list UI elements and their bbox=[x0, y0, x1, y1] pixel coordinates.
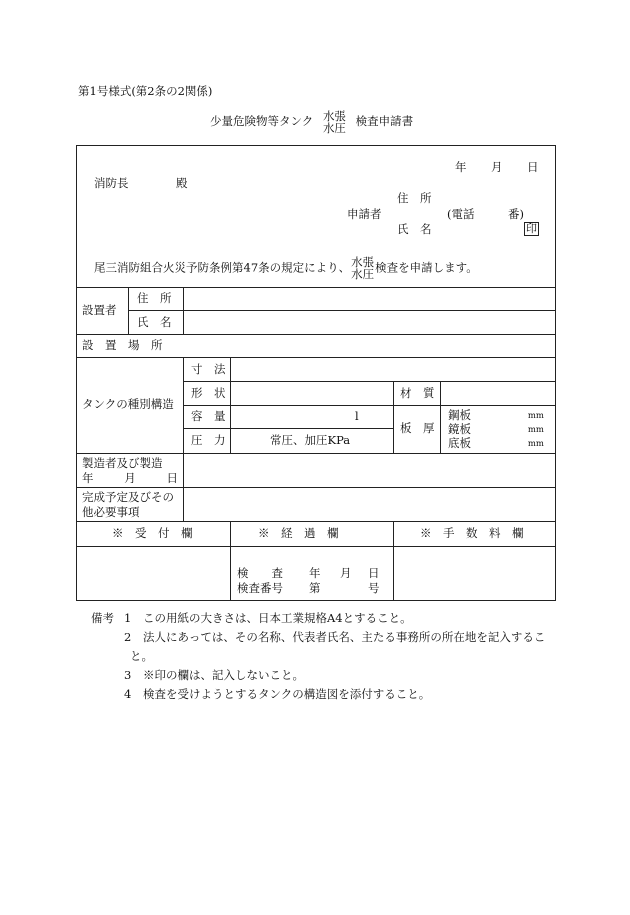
col-line bbox=[393, 381, 394, 453]
note-text-continued: と。 bbox=[130, 649, 153, 663]
row-line bbox=[76, 334, 556, 335]
col-line bbox=[183, 287, 184, 334]
plate-unit: mm bbox=[527, 425, 544, 435]
capacity-unit: l bbox=[355, 409, 359, 423]
date-year: 年 bbox=[455, 160, 467, 174]
seal-mark: 印 bbox=[526, 222, 537, 235]
material-label: 材 質 bbox=[400, 386, 435, 400]
note-number: 2 bbox=[124, 630, 132, 644]
seal-icon bbox=[524, 222, 539, 236]
completion-label-line1: 完成予定及びその bbox=[82, 490, 174, 504]
thickness-label: 板 厚 bbox=[400, 421, 435, 435]
note-number: 3 bbox=[124, 668, 132, 682]
col-line bbox=[230, 357, 231, 453]
maker-day: 日 bbox=[166, 471, 178, 485]
maker-label-line2 bbox=[82, 473, 178, 485]
notes-label: 備考 bbox=[91, 611, 114, 625]
pressure-value: 常圧、加圧KPa bbox=[270, 433, 351, 447]
col-line bbox=[230, 521, 231, 600]
inspection-number-prefix: 第 bbox=[309, 581, 321, 595]
statement-stack-bottom: 水圧 bbox=[351, 266, 375, 281]
title-stack-bottom: 水圧 bbox=[322, 121, 346, 136]
statement-prefix: 尾三消防組合火災予防条例第47条の規定により、 bbox=[94, 260, 351, 275]
statement-test-type bbox=[351, 257, 374, 280]
addressee-honorific: 殿 bbox=[176, 176, 188, 190]
progress-header: ※ 経 過 欄 bbox=[258, 526, 339, 540]
row-line bbox=[128, 310, 556, 311]
capacity-label: 容 量 bbox=[191, 409, 226, 423]
applicant-address-label: 住 所 bbox=[397, 191, 432, 205]
page-title bbox=[210, 110, 413, 134]
dimension-label: 寸 法 bbox=[191, 362, 226, 376]
maker-year: 年 bbox=[82, 471, 94, 485]
plate-unit: mm bbox=[527, 439, 544, 449]
form-number: 第1号様式(第2条の2関係) bbox=[78, 84, 213, 98]
maker-label-line1: 製造者及び製造 bbox=[82, 456, 163, 470]
note-text: ※印の欄は、記入しないこと。 bbox=[143, 668, 304, 682]
note-number: 1 bbox=[124, 611, 132, 625]
row-line bbox=[183, 428, 393, 429]
applicant-name-label: 氏 名 bbox=[397, 222, 432, 236]
inspection-number-line bbox=[237, 583, 379, 595]
plate-row bbox=[448, 409, 550, 422]
col-line bbox=[440, 381, 441, 453]
plate-name: 鋼板 bbox=[448, 408, 471, 422]
shape-label: 形 状 bbox=[191, 386, 226, 400]
row-line bbox=[76, 287, 556, 288]
inspection-day: 日 bbox=[368, 566, 380, 580]
phone-close: 番) bbox=[508, 207, 524, 221]
pressure-label: 圧 力 bbox=[191, 433, 226, 447]
installer-name-label: 氏 名 bbox=[137, 315, 172, 329]
title-suffix: 検査申請書 bbox=[355, 114, 414, 129]
title-stack-top: 水張 bbox=[322, 109, 346, 123]
frame-top bbox=[76, 145, 556, 146]
inspection-year: 年 bbox=[309, 566, 321, 580]
installer-address-label: 住 所 bbox=[137, 291, 172, 305]
tank-structure-label: タンクの種別構造 bbox=[82, 397, 174, 411]
plate-row bbox=[448, 423, 550, 436]
inspection-label: 検 査 bbox=[237, 566, 283, 580]
plate-unit: mm bbox=[527, 411, 544, 421]
frame-right bbox=[555, 145, 556, 601]
date-day: 日 bbox=[527, 160, 539, 174]
location-label: 設 置 場 所 bbox=[82, 338, 163, 352]
maker-month: 月 bbox=[124, 471, 136, 485]
note-number: 4 bbox=[124, 687, 132, 701]
addressee-label: 消防長 bbox=[94, 176, 129, 190]
statement-stack-top: 水張 bbox=[351, 255, 375, 269]
reception-header: ※ 受 付 欄 bbox=[112, 526, 193, 540]
statement-suffix: 検査を申請します。 bbox=[375, 260, 478, 275]
frame-left bbox=[76, 145, 77, 601]
row-line bbox=[393, 405, 556, 406]
row-line bbox=[183, 381, 556, 382]
phone-open: (電話 bbox=[447, 207, 475, 221]
fee-header: ※ 手 数 料 欄 bbox=[420, 526, 524, 540]
installer-label: 設置者 bbox=[82, 303, 117, 317]
row-line bbox=[76, 546, 556, 547]
note-text: 検査を受けようとするタンクの構造図を添付すること。 bbox=[143, 687, 431, 701]
col-line bbox=[183, 357, 184, 521]
title-test-type bbox=[323, 110, 346, 134]
applicant-role-label: 申請者 bbox=[347, 207, 382, 221]
row-line bbox=[76, 487, 556, 488]
plate-name: 底板 bbox=[448, 436, 471, 450]
inspection-number-label: 検査番号 bbox=[237, 581, 283, 595]
date-month: 月 bbox=[491, 160, 503, 174]
col-line bbox=[393, 521, 394, 600]
row-line bbox=[183, 405, 393, 406]
inspection-number-suffix: 号 bbox=[368, 581, 380, 595]
inspection-date-line bbox=[237, 568, 379, 580]
completion-label-line2: 他必要事項 bbox=[82, 505, 140, 519]
plate-row bbox=[448, 437, 550, 450]
inspection-month: 月 bbox=[340, 566, 352, 580]
note-text: この用紙の大きさは、日本工業規格A4とすること。 bbox=[143, 611, 412, 625]
row-line bbox=[76, 453, 556, 454]
title-prefix: 少量危険物等タンク bbox=[210, 114, 314, 129]
plate-name: 鏡板 bbox=[448, 422, 471, 436]
row-line bbox=[76, 357, 556, 358]
row-line bbox=[76, 521, 556, 522]
note-text: 法人にあっては、その名称、代表者氏名、主たる事務所の所在地を記入するこ bbox=[143, 630, 546, 644]
frame-bottom bbox=[76, 600, 556, 601]
col-line bbox=[128, 287, 129, 334]
statement bbox=[94, 257, 478, 280]
